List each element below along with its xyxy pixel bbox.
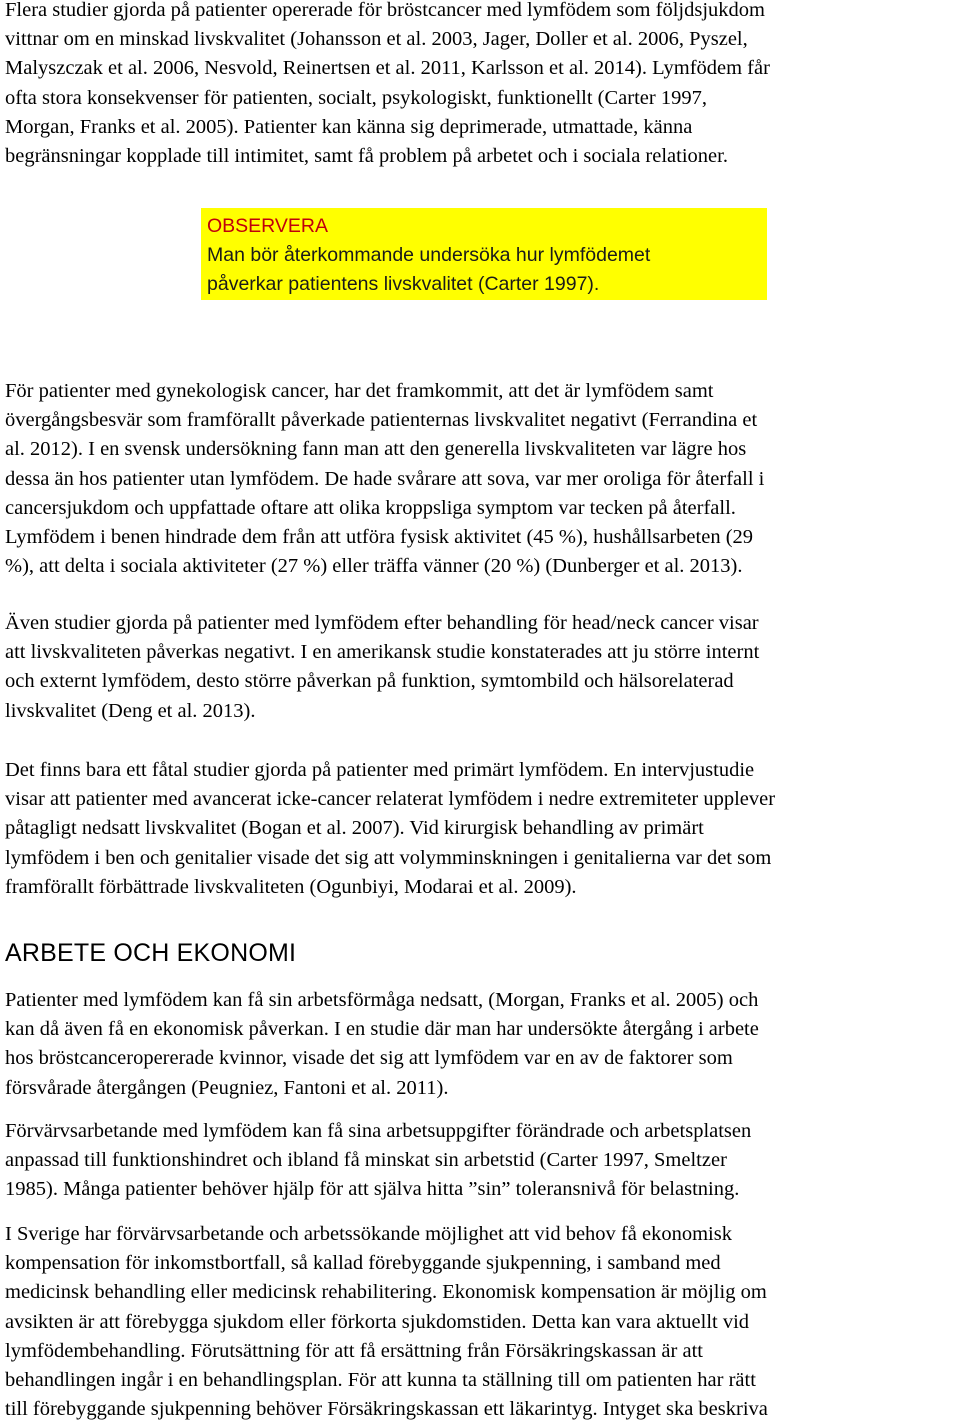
text-line: Flera studier gjorda på patienter opererade för bröstcancer med lymfödem som följdsjukdom [5, 0, 765, 21]
paragraph-work-adaptation [5, 1117, 751, 1205]
text-line: al. 2012). I en svensk undersökning fann man att den generella livskvaliteten var lägre hos [5, 438, 747, 461]
text-line: Malyszczak et al. 2006, Nesvold, Reinertsen et al. 2011, Karlsson et al. 2014). Lymfödem får [5, 57, 770, 80]
text-line: hos bröstcanceropererade kvinnor, visade det sig att lymfödem var en av de faktorer som [5, 1047, 733, 1070]
text-line: cancersjukdom och uppfattade oftare att olika kroppsliga symptom var tecken på återfall. [5, 496, 736, 519]
text-line: %), att delta i sociala aktiviteter (27 %) eller träffa vänner (20 %) (Dunberger et al. 2013). [5, 555, 743, 578]
text-line: Lymfödem i benen hindrade dem från att utföra fysisk aktivitet (45 %), hushållsarbeten (29 [5, 526, 754, 549]
text-line: visar att patienter med avancerat icke-cancer relaterat lymfödem i nedre extremiteter upplever [5, 788, 776, 811]
note-line: Man bör återkommande undersöka hur lymfödemet [207, 244, 651, 266]
paragraph-primary-lymphedema [5, 756, 775, 902]
text-line: påtagligt nedsatt livskvalitet (Bogan et al. 2007). Vid kirurgisk behandling av primärt [5, 817, 704, 840]
text-line: att livskvaliteten påverkas negativt. I en amerikansk studie konstaterades att ju större internt [5, 641, 760, 664]
text-line: avsikten är att förebygga sjukdom eller förkorta sjukdomstiden. Detta kan vara aktuellt vid [5, 1310, 750, 1333]
text-line: lymfödem i ben och genitalier visade det sig att volymminskningen i genitalierna var det som [5, 846, 772, 869]
paragraph-qol-breast-cancer [5, 0, 770, 171]
text-line: och externt lymfödem, desto större påverkan på funktion, symtombild och hälsorelaterad [5, 670, 734, 693]
text-line: lymfödembehandling. Förutsättning för att få ersättning från Försäkringskassan är att [5, 1339, 703, 1362]
text-line: 1985). Många patienter behöver hjälp för att själva hitta ”sin” toleransnivå för belastning. [5, 1178, 740, 1201]
text-line: behandlingen ingår i en behandlingsplan. För att kunna ta ställning till om patienten har rätt [5, 1369, 756, 1392]
text-line: Morgan, Franks et al. 2005). Patienter kan känna sig deprimerade, utmattade, känna [5, 115, 693, 138]
paragraph-head-neck-cancer [5, 609, 759, 726]
text-line: övergångsbesvär som framförallt påverkade patienternas livskvalitet negativt (Ferrandina et [5, 409, 758, 432]
text-line: vittnar om en minskad livskvalitet (Johansson et al. 2003, Jager, Doller et al. 2006, Pyszel, [5, 28, 748, 51]
text-line: kan då även få en ekonomisk påverkan. I en studie där man har undersökte återgång i arbete [5, 1018, 759, 1041]
text-line: För patienter med gynekologisk cancer, har det framkommit, att det är lymfödem samt [5, 380, 714, 402]
paragraph-work-capacity [5, 986, 759, 1103]
text-line: dessa än hos patienter utan lymfödem. De hade svårare att sova, var mer oroliga för återfall i [5, 467, 765, 490]
paragraph-sick-pay-sweden [5, 1220, 768, 1424]
text-line: begränsningar kopplade till intimitet, samt få problem på arbetet och i sociala relationer. [5, 145, 728, 168]
observera-note-box [201, 208, 767, 300]
text-line: medicinsk behandling eller medicinsk rehabilitering. Ekonomisk kompensation är möjlig om [5, 1281, 767, 1304]
text-line: till förebyggande sjukpenning behöver Försäkringskassan ett läkarintyg. Intyget ska beskriva [5, 1398, 768, 1421]
text-line: Det finns bara ett fåtal studier gjorda på patienter med primärt lymfödem. En intervjustudie [5, 759, 755, 781]
text-line: Även studier gjorda på patienter med lymfödem efter behandling för head/neck cancer visar [5, 612, 759, 634]
note-line: påverkar patientens livskvalitet (Carter 1997). [207, 273, 600, 295]
section-heading: ARBETE OCH EKONOMI [5, 939, 297, 967]
note-title: OBSERVERA [207, 215, 329, 237]
paragraph-gynecologic-cancer [5, 377, 764, 581]
text-line: I Sverige har förvärvsarbetande och arbetssökande möjlighet att vid behov få ekonomisk [5, 1223, 732, 1245]
text-line: kompensation för inkomstbortfall, så kallad förebyggande sjukpenning, i samband med [5, 1252, 721, 1275]
text-line: Förvärvsarbetande med lymfödem kan få sina arbetsuppgifter förändrade och arbetsplatsen [5, 1120, 752, 1142]
text-line: försvårade återgången (Peugniez, Fantoni et al. 2011). [5, 1076, 449, 1099]
text-line: Patienter med lymfödem kan få sin arbetsförmåga nedsatt, (Morgan, Franks et al. 2005) och [5, 989, 759, 1011]
text-line: anpassad till funktionshindret och ibland få minskat sin arbetstid (Carter 1997, Smeltzer [5, 1149, 727, 1172]
text-line: framförallt förbättrade livskvaliteten (Ogunbiyi, Modarai et al. 2009). [5, 875, 577, 898]
text-line: ofta stora konsekvenser för patienten, socialt, psykologiskt, funktionellt (Carter 1997, [5, 86, 707, 109]
text-line: livskvalitet (Deng et al. 2013). [5, 699, 256, 722]
